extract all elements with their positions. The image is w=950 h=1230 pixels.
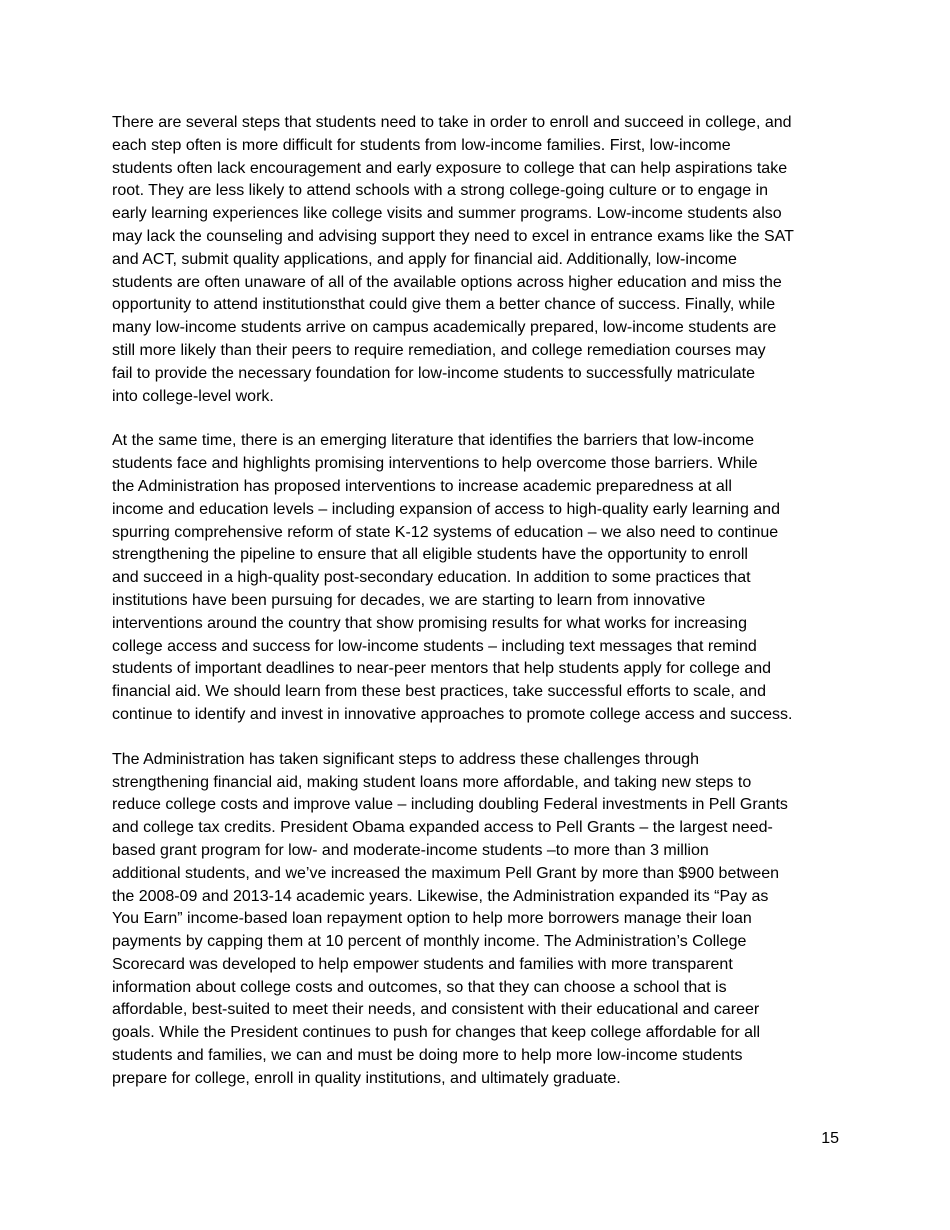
text-line: affordable, best-suited to meet their needs, and consistent with their educational and career — [112, 1001, 760, 1019]
text-line: prepare for college, enroll in quality institutions, and ultimately graduate. — [112, 1069, 621, 1087]
text-line: may lack the counseling and advising support they need to excel in entrance exams like the SAT — [112, 227, 794, 245]
text-line: into college-level work. — [112, 387, 274, 405]
paragraph-1 — [112, 112, 839, 408]
text-line: payments by capping them at 10 percent of monthly income. The Administration’s College — [112, 933, 747, 951]
text-line: and succeed in a high-quality post-secondary education. In addition to some practices that — [112, 569, 751, 587]
text-line: the 2008-09 and 2013-14 academic years. Likewise, the Administration expanded its “Pay as — [112, 887, 769, 905]
text-line: root. They are less likely to attend schools with a strong college-going culture or to engage in — [112, 182, 769, 200]
text-line: strengthening financial aid, making student loans more affordable, and taking new steps to — [112, 773, 752, 791]
text-line: additional students, and we’ve increased the maximum Pell Grant by more than $900 between — [112, 864, 780, 882]
text-line: opportunity to attend institutionsthat could give them a better chance of success. Finally, while — [112, 296, 776, 314]
text-line: college access and success for low-income students – including text messages that remind — [112, 637, 757, 655]
text-line: and ACT, submit quality applications, and apply for financial aid. Additionally, low-income — [112, 250, 737, 268]
text-line: The Administration has taken significant steps to address these challenges through — [112, 750, 700, 768]
text-line: each step often is more difficult for students from low-income families. First, low-income — [112, 136, 731, 154]
text-line: students often lack encouragement and early exposure to college that can help aspirations take — [112, 159, 788, 177]
text-line: interventions around the country that show promising results for what works for increasing — [112, 614, 747, 632]
text-line: There are several steps that students need to take in order to enroll and succeed in college, and — [112, 114, 792, 131]
text-line: early learning experiences like college visits and summer programs. Low-income students also — [112, 205, 782, 223]
text-line: students and families, we can and must be doing more to help more low-income students — [112, 1047, 743, 1065]
text-line: based grant program for low- and moderate-income students –to more than 3 million — [112, 841, 709, 859]
text-line: Scorecard was developed to help empower students and families with more transparent — [112, 955, 733, 973]
text-line: still more likely than their peers to require remediation, and college remediation courses may — [112, 341, 766, 359]
text-line: reduce college costs and improve value – including doubling Federal investments in Pell Grants — [112, 796, 788, 814]
text-line: institutions have been pursuing for decades, we are starting to learn from innovative — [112, 591, 706, 609]
text-line: and college tax credits. President Obama expanded access to Pell Grants – the largest need- — [112, 819, 773, 837]
text-line: continue to identify and invest in innovative approaches to promote college access and success. — [112, 705, 793, 723]
page-number: 15 — [821, 1130, 839, 1147]
text-line: You Earn” income-based loan repayment option to help more borrowers manage their loan — [112, 910, 752, 928]
text-line: fail to provide the necessary foundation for low-income students to successfully matriculate — [112, 364, 755, 382]
text-line: financial aid. We should learn from these best practices, take successful efforts to scale, and — [112, 683, 766, 701]
text-line: students are often unaware of all of the available options across higher education and miss the — [112, 273, 782, 291]
text-line: At the same time, there is an emerging literature that identifies the barriers that low-income — [112, 432, 755, 450]
text-line: the Administration has proposed interventions to increase academic preparedness at all — [112, 477, 732, 495]
text-line: students face and highlights promising interventions to help overcome those barriers. While — [112, 455, 758, 473]
paragraph-3 — [112, 749, 839, 1091]
text-line: goals. While the President continues to push for changes that keep college affordable for all — [112, 1024, 761, 1042]
text-line: information about college costs and outcomes, so that they can choose a school that is — [112, 978, 727, 996]
text-line: students of important deadlines to near-peer mentors that help students apply for college and — [112, 660, 772, 678]
text-line: many low-income students arrive on campus academically prepared, low-income students are — [112, 319, 777, 337]
text-line: income and education levels – including expansion of access to high-quality early learning and — [112, 500, 780, 518]
text-line: strengthening the pipeline to ensure that all eligible students have the opportunity to enroll — [112, 546, 748, 564]
text-line: spurring comprehensive reform of state K-12 systems of education – we also need to continue — [112, 523, 779, 541]
body-text — [112, 112, 839, 1113]
paragraph-2 — [112, 430, 839, 726]
